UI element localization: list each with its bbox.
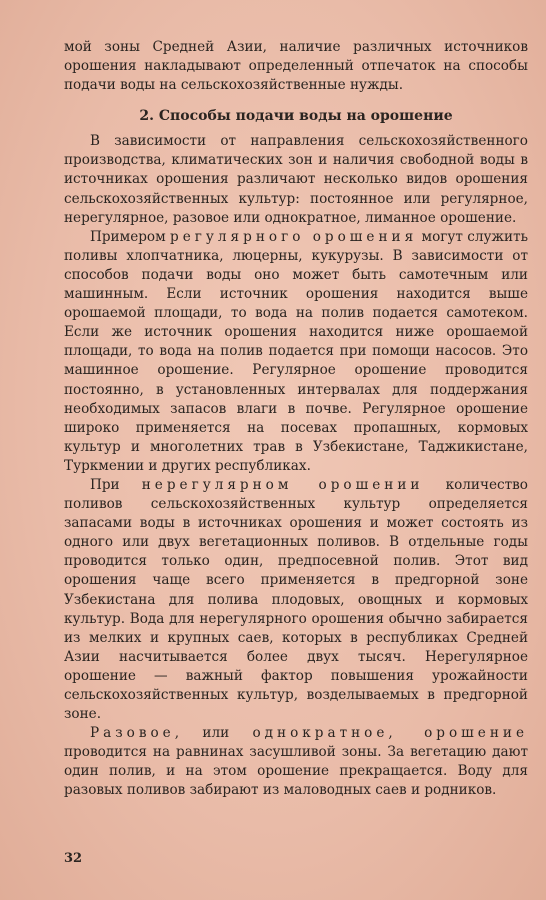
spaced-term-irregular: нерегулярном орошении <box>141 476 424 493</box>
page-number: 32 <box>64 851 83 866</box>
spaced-term-single: Разовое <box>90 725 175 742</box>
paragraph-lead-in: При <box>90 476 142 493</box>
paragraph-body: проводится на равнинах засушливой зоны. За вегетацию дают один полив, и на этом орошение прекращается. Воду для разовых поливов забирают из маловодных саев и родников. <box>64 744 528 799</box>
paragraph-body: количество поливов сельскохозяйственных культур определяется запасами воды в источниках орошения и может состоять из одного или двух вегетационных поливов. В отдельные годы проводится только один, предпосевной полив. Этот вид орошения чаще всего применяется в предгорной зоне Узбекистана для полива плодовых, овощных и кормовых культур. Вода для нерегулярного орошения обычно забирается из мелких и крупных саев, которых в республиках Средней Азии насчитывается более двух тысяч. Нерегулярное орошение — важный фактор повышения урожайности сельскохозяйственных культур, возделываемых в предгорной зоне. <box>64 476 528 723</box>
paragraph-single-irrigation <box>64 724 528 800</box>
spaced-term-regular: регулярного орошения <box>170 228 418 245</box>
paragraph-connector: , или <box>174 725 253 742</box>
paragraph-body: могут служить поливы хлопчатника, люцерны, кукурузы. В зависимости от способов подачи воды оно может быть самотечным или машинным. Если источник орошения находится выше орошаемой площади, то вода на полив подается самотеком. Если же источник орошения находится ниже орошаемой площади, то вода на полив подается при помощи насосов. Это машинное орошение. Регулярное орошение проводится постоянно, в установленных интервалах для поддержания необходимых запасов влаги в почве. Регулярное орошение широко применяется на посевах пропашных, кормовых культур и многолетних трав в Узбекистане, Таджикистане, Туркмении и других республиках. <box>64 228 528 474</box>
paragraph-regular-irrigation <box>64 228 528 476</box>
paragraph-continuation: мой зоны Средней Азии, наличие различных источников орошения накладывают определенный отпечаток на способы подачи воды на сельскохозяйственные нужды. <box>64 39 528 94</box>
body-text <box>64 38 528 801</box>
paragraph-lead-in: Примером <box>90 228 171 245</box>
paragraph-irregular-irrigation <box>64 476 528 724</box>
paragraph-types-of-irrigation: В зависимости от направления сельскохозяйственного производства, климатических зон и наличия свободной воды в источниках орошения различают несколько видов орошения сельскохозяйственных культур: постоянное или регулярное, нерегулярное, разовое или однократное, лиманное орошение. <box>64 133 528 226</box>
section-heading: 2. Способы подачи воды на орошение <box>139 108 453 125</box>
spaced-term-one-time: однократное, орошение <box>252 725 528 742</box>
